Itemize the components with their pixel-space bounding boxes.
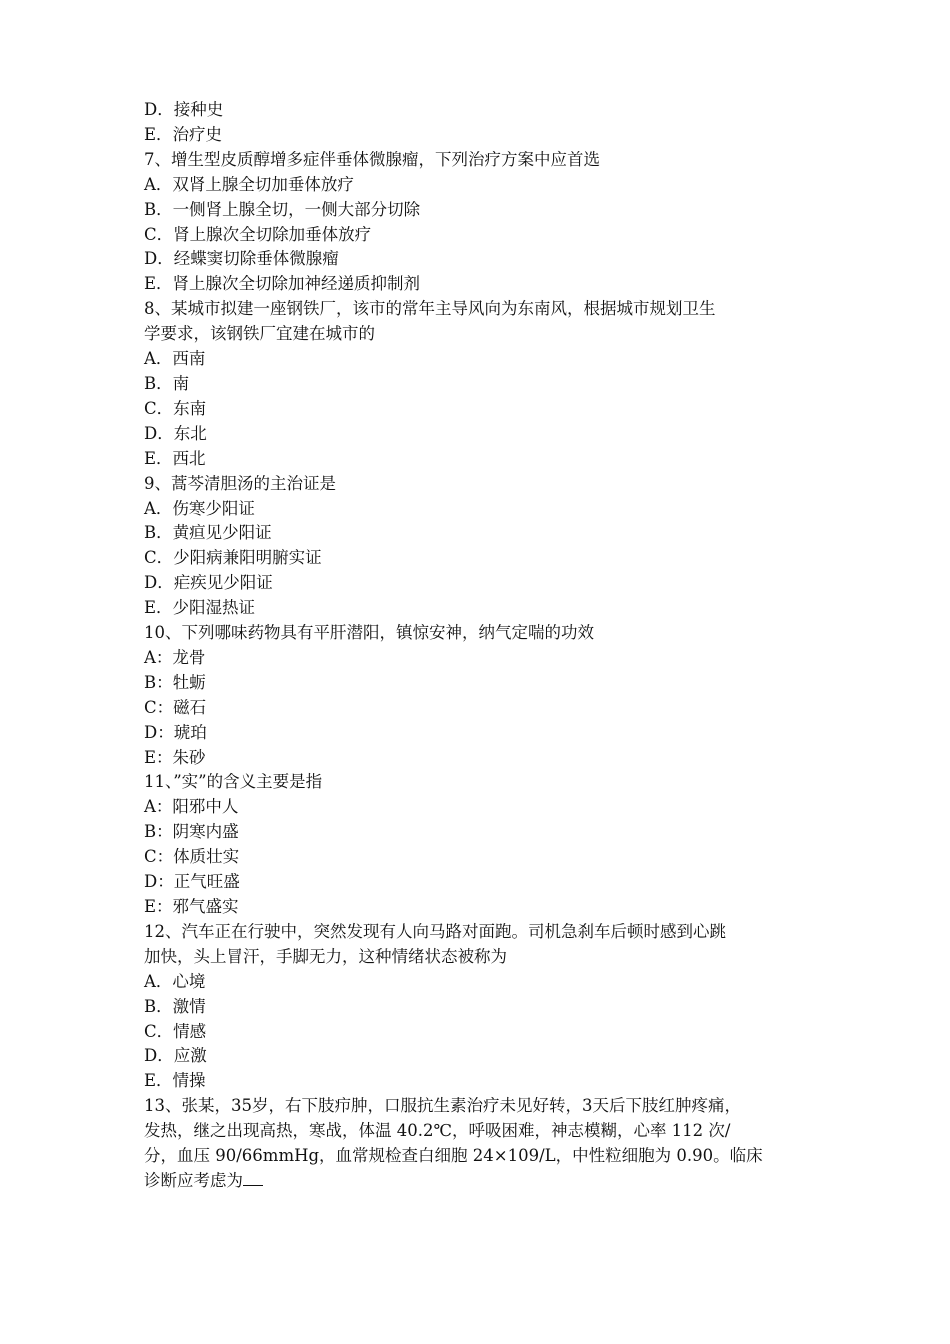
option-line: C．少阳病兼阳明腑实证 xyxy=(144,548,322,568)
option-line: E．少阳湿热证 xyxy=(144,598,256,618)
option-line: E：邪气盛实 xyxy=(144,897,239,916)
question-stem-text: 诊断应考虑为 xyxy=(144,1170,243,1190)
question-stem-line: 学要求，该钢铁厂宜建在城市的 xyxy=(144,324,375,344)
option-line: C：体质壮实 xyxy=(144,847,240,867)
option-line: C．情感 xyxy=(144,1021,207,1041)
option-line: E．情操 xyxy=(144,1071,206,1091)
option-line: A：阳邪中人 xyxy=(144,797,239,817)
option-line: B．南 xyxy=(144,373,190,393)
option-line: A．双肾上腺全切加垂体放疗 xyxy=(144,174,354,194)
question-stem-line: 分，血压 90/66mmHg，血常规检查白细胞 24×109/L，中性粒细胞为 0.90。临床 xyxy=(144,1146,763,1166)
question-stem-line: 加快，头上冒汗，手脚无力，这种情绪状态被称为 xyxy=(144,946,507,966)
question-stem-line: 13、张某，35岁，右下肢疖肿，口服抗生素治疗未见好转，3天后下肢红肿疼痛， xyxy=(144,1096,741,1116)
option-line: A：龙骨 xyxy=(144,647,206,667)
answer-blank xyxy=(243,1169,263,1186)
option-line: D．东北 xyxy=(144,423,207,443)
option-line: B．一侧肾上腺全切，一侧大部分切除 xyxy=(144,199,421,219)
option-line: C．肾上腺次全切除加垂体放疗 xyxy=(144,224,372,244)
option-line: D．经蝶窦切除垂体微腺瘤 xyxy=(144,249,339,269)
option-line: D．应激 xyxy=(144,1046,207,1066)
option-line: B：牡蛎 xyxy=(144,672,206,692)
option-line: D：琥珀 xyxy=(144,722,207,742)
option-line: E．治疗史 xyxy=(144,124,223,144)
option-line: A．西南 xyxy=(144,349,206,369)
question-stem-line xyxy=(144,1169,814,1194)
option-line: B．激情 xyxy=(144,996,206,1016)
option-line: E．西北 xyxy=(144,448,206,468)
question-stem-line: 发热，继之出现高热，寒战，体温 40.2℃，呼吸困难，神志模糊，心率 112 次/ xyxy=(144,1121,731,1141)
option-line: E．肾上腺次全切除加神经递质抑制剂 xyxy=(144,274,421,294)
document-page xyxy=(144,98,814,1194)
question-stem-line: 12、汽车正在行驶中，突然发现有人向马路对面跑。司机急刹车后顿时感到心跳 xyxy=(144,921,726,941)
question-stem-line: 8、某城市拟建一座钢铁厂，该市的常年主导风向为东南风，根据城市规划卫生 xyxy=(144,299,716,319)
option-line: A．伤寒少阳证 xyxy=(144,498,255,518)
option-line: B．黄疸见少阳证 xyxy=(144,523,272,543)
question-stem: 10、下列哪味药物具有平肝潜阳，镇惊安神，纳气定喘的功效 xyxy=(144,623,594,643)
option-line: C．东南 xyxy=(144,398,207,418)
option-line: E：朱砂 xyxy=(144,747,206,767)
question-stem: 9、蒿芩清胆汤的主治证是 xyxy=(144,473,336,493)
option-line: A．心境 xyxy=(144,971,206,991)
option-line: D：正气旺盛 xyxy=(144,872,240,892)
option-line: D．疟疾见少阳证 xyxy=(144,573,273,593)
option-line: B：阴寒内盛 xyxy=(144,822,239,842)
option-line: D．接种史 xyxy=(144,100,224,119)
question-stem: 11、”实”的含义主要是指 xyxy=(144,772,323,792)
question-stem: 7、增生型皮质醇增多症伴垂体微腺瘤，下列治疗方案中应首选 xyxy=(144,149,600,169)
option-line: C：磁石 xyxy=(144,697,207,717)
